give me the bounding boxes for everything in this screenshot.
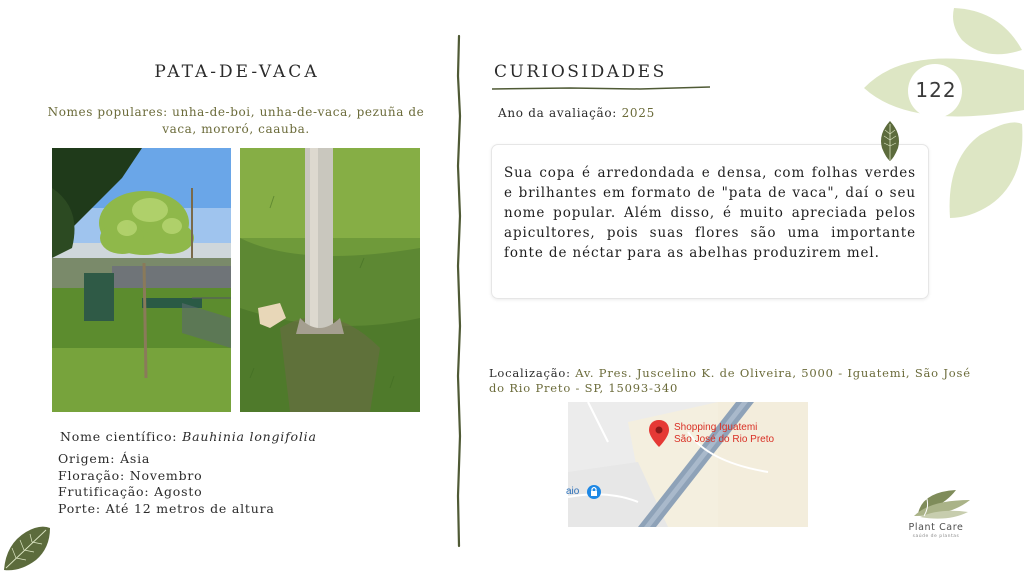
map-place-line1: Shopping Iguatemi xyxy=(674,422,758,433)
year-label: Ano da avaliação: xyxy=(498,106,618,120)
evaluation-year xyxy=(498,106,655,120)
fact-flowering: Floração: Novembro xyxy=(58,467,203,483)
leaf-icon xyxy=(0,522,54,574)
scientific-value: Bauhinia longifolia xyxy=(182,429,317,444)
scientific-name xyxy=(60,429,317,444)
popular-names-label: Nomes populares: xyxy=(47,105,168,119)
title-underline xyxy=(490,84,712,92)
location-map[interactable] xyxy=(568,402,808,527)
year-value: 2025 xyxy=(621,106,655,120)
curiosities-text: Sua copa é arredondada e densa, com folhas verdes e brilhantes em formato de "pata de vaca", daí o seu nome popular. Além disso, é muito apreciada pelos apicultores, pois suas flores são uma importante fonte de néctar para as abelhas produzirem mel. xyxy=(504,165,916,261)
map-place-line2: São José do Rio Preto xyxy=(674,433,775,445)
fact-size: Porte: Até 12 metros de altura xyxy=(58,500,275,516)
map-side-label: aio xyxy=(566,486,580,497)
location xyxy=(489,366,979,396)
fact-origin: Origem: Ásia xyxy=(58,451,151,466)
tree-photo xyxy=(52,148,231,412)
popular-names-value: unha-de-boi, unha-de-vaca, pezuña de vaca, mororó, caauba. xyxy=(162,105,425,136)
curiosities-title: CURIOSIDADES xyxy=(494,62,667,82)
vertical-divider xyxy=(452,36,466,546)
plant-number-badge: 122 xyxy=(915,78,957,102)
popular-names xyxy=(30,104,442,138)
trunk-photo xyxy=(240,148,420,412)
brand-tagline: saúde de plantas xyxy=(912,534,960,539)
leaf-icon xyxy=(878,120,902,162)
location-address: Av. Pres. Juscelino K. de Oliveira, 5000 - Iguatemi, São José do Rio Preto - SP, 15093-340 xyxy=(489,366,971,395)
location-label: Localização: xyxy=(489,366,571,380)
brand-name: Plant Care xyxy=(908,522,964,533)
plant-title: PATA-DE-VACA xyxy=(154,62,320,82)
scientific-label: Nome científico: xyxy=(60,429,178,444)
plant-facts xyxy=(58,451,275,517)
fact-fruiting: Frutificação: Agosto xyxy=(58,484,203,499)
